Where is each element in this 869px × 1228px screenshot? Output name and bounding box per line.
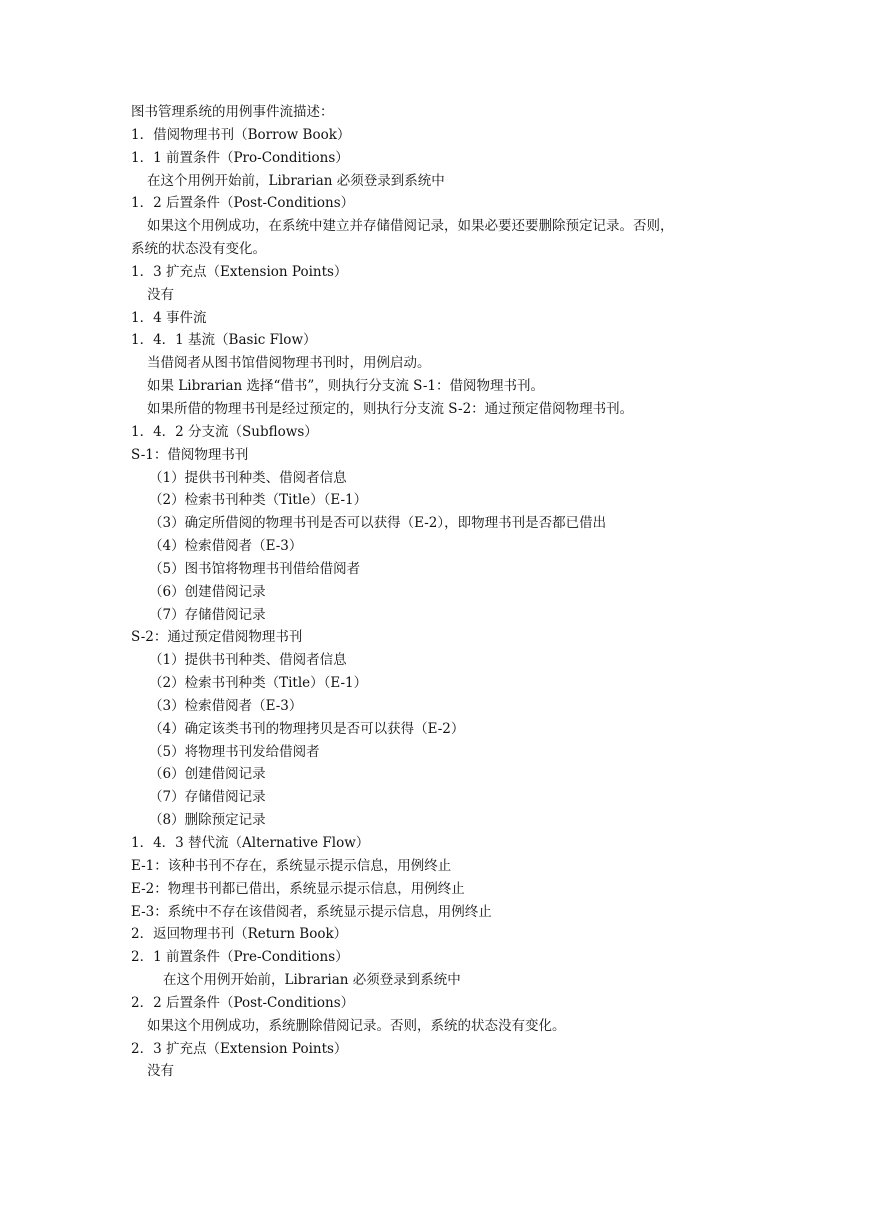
text-line: 系统的状态没有变化。 bbox=[131, 241, 266, 258]
text-line: 2．返回物理书刊（Return Book） bbox=[131, 926, 348, 943]
text-line: 2．3 扩充点（Extension Points） bbox=[131, 1040, 348, 1057]
text-line: 1．4．2 分支流（Subflows） bbox=[131, 423, 318, 440]
text-line: 如果这个用例成功，在系统中建立并存储借阅记录，如果必要还要删除预定记录。否则， bbox=[147, 218, 674, 235]
text-line: 如果这个用例成功，系统删除借阅记录。否则，系统的状态没有变化。 bbox=[147, 1017, 566, 1034]
text-line: 如果所借的物理书刊是经过预定的，则执行分支流 S-2：通过预定借阅物理书刊。 bbox=[147, 400, 634, 417]
text-line: S-1：借阅物理书刊 bbox=[131, 446, 249, 463]
text-line: （2）检索书刊种类（Title）（E-1） bbox=[149, 492, 368, 509]
text-line: 当借阅者从图书馆借阅物理书刊时，用例启动。 bbox=[147, 355, 431, 372]
text-line: 1．4 事件流 bbox=[131, 309, 207, 326]
text-line: E-3：系统中不存在该借阅者，系统显示提示信息，用例终止 bbox=[131, 903, 492, 920]
text-line: 1．1 前置条件（Pro-Conditions） bbox=[131, 149, 349, 166]
text-line: （7）存储借阅记录 bbox=[149, 789, 266, 806]
text-line: （5）将物理书刊发给借阅者 bbox=[149, 743, 320, 760]
text-line: S-2：通过预定借阅物理书刊 bbox=[131, 629, 303, 646]
text-line: E-2：物理书刊都已借出，系统显示提示信息，用例终止 bbox=[131, 880, 465, 897]
text-line: （1）提供书刊种类、借阅者信息 bbox=[149, 469, 347, 486]
text-line: 1．3 扩充点（Extension Points） bbox=[131, 263, 348, 280]
text-line: （7）存储借阅记录 bbox=[149, 606, 266, 623]
text-line: （2）检索书刊种类（Title）（E-1） bbox=[149, 675, 368, 692]
text-line: （1）提供书刊种类、借阅者信息 bbox=[149, 652, 347, 669]
text-line: 2．2 后置条件（Post-Conditions） bbox=[131, 994, 355, 1011]
text-line: 1．借阅物理书刊（Borrow Book） bbox=[131, 126, 351, 143]
document-title: 图书管理系统的用例事件流描述： bbox=[131, 104, 334, 120]
text-line: 2．1 前置条件（Pre-Conditions） bbox=[131, 949, 349, 966]
text-line: （6）创建借阅记录 bbox=[149, 583, 266, 600]
text-line: E-1：该种书刊不存在，系统显示提示信息，用例终止 bbox=[131, 857, 452, 874]
text-line: （4）确定该类书刊的物理拷贝是否可以获得（E-2） bbox=[149, 720, 465, 737]
text-line: （3）检索借阅者（E-3） bbox=[149, 697, 303, 714]
text-line: （4）检索借阅者（E-3） bbox=[149, 538, 303, 555]
text-line: 如果 Librarian 选择“借书”，则执行分支流 S-1：借阅物理书刊。 bbox=[147, 378, 545, 395]
text-line: （8）删除预定记录 bbox=[149, 812, 266, 829]
text-line: （6）创建借阅记录 bbox=[149, 766, 266, 783]
text-line: （3）确定所借阅的物理书刊是否可以获得（E-2），即物理书刊是否都已借出 bbox=[149, 515, 607, 532]
text-line: 在这个用例开始前，Librarian 必须登录到系统中 bbox=[163, 972, 461, 989]
text-line: 1．2 后置条件（Post-Conditions） bbox=[131, 195, 355, 212]
text-line: （5）图书馆将物理书刊借给借阅者 bbox=[149, 560, 361, 577]
text-line: 1．4．3 替代流（Alternative Flow） bbox=[131, 835, 370, 851]
text-line: 没有 bbox=[147, 286, 174, 303]
text-line: 在这个用例开始前，Librarian 必须登录到系统中 bbox=[147, 172, 445, 189]
document-body bbox=[131, 101, 771, 1083]
text-line: 没有 bbox=[147, 1063, 174, 1080]
text-line: 1．4．1 基流（Basic Flow） bbox=[131, 332, 317, 349]
